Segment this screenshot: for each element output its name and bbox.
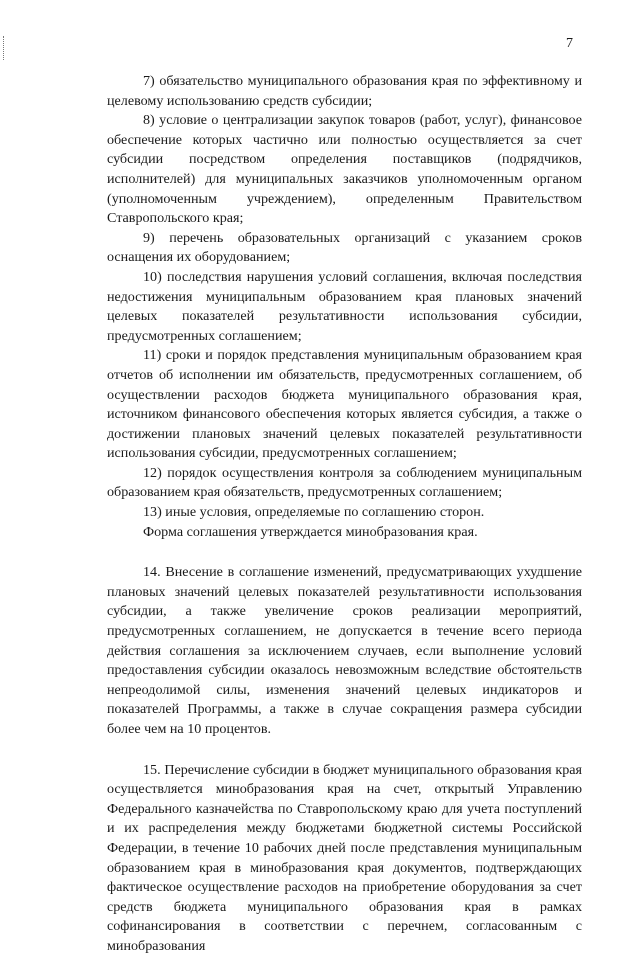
paragraph-item-7: 7) обязательство муниципального образования края по эффективному и целевому использованию средств субсидии;	[107, 73, 582, 109]
paragraph-agreement-form: Форма соглашения утверждается минобразования края.	[143, 523, 478, 540]
section-spacer	[107, 740, 582, 761]
paragraph-item-13: 13) иные условия, определяемые по соглашению сторон.	[143, 504, 485, 521]
paragraph-item-10: 10) последствия нарушения условий соглашения, включая последствия недостижения муниципальным образованием края плановых значений целевых показателей результативности использования субсидии, предусмотренных соглашением;	[107, 268, 582, 344]
paragraph-section-15: 15. Перечисление субсидии в бюджет муниципального образования края осуществляется минобразования края на счет, открытый Управлению Федерального казначейства по Ставропольскому краю для учета поступлений и их распределения между бюджетами бюджетной системы Российской Федерации, в течение 10 рабочих дней после представления муниципальным образованием края в минобразования края документов, подтверждающих фактическое осуществление расходов на приобретение оборудования за счет средств бюджета муниципального образования края в рамках софинансирования в соответствии с перечнем, согласованным с минобразования	[107, 761, 582, 954]
document-body	[107, 72, 582, 957]
section-spacer	[107, 542, 582, 563]
paragraph-item-8: 8) условие о централизации закупок товаров (работ, услуг), финансовое обеспечение которых частично или полностью осуществляется за счет субсидии посредством определения поставщиков (подрядчиков, исполнителей) для муниципальных заказчиков уполномоченным органом (уполномоченным учреждением), определенным Правительством Ставропольского края;	[107, 112, 582, 227]
paragraph-item-12: 12) порядок осуществления контроля за соблюдением муниципальным образованием края обязательств, предусмотренных соглашением;	[107, 464, 582, 501]
scan-edge-mark	[3, 36, 5, 60]
page-number: 7	[566, 36, 573, 51]
paragraph-item-11: 11) сроки и порядок представления муниципальным образованием края отчетов об исполнении им обязательств, предусмотренных соглашением, об осуществлении расходов бюджета муниципального образования края, источником финансового обеспечения которых является субсидия, а также о достижении плановых значений целевых показателей результативности использования субсидии, предусмотренных соглашением;	[107, 347, 582, 462]
paragraph-item-9: 9) перечень образовательных организаций с указанием сроков оснащения их оборудованием;	[107, 229, 582, 266]
paragraph-section-14: 14. Внесение в соглашение изменений, предусматривающих ухудшение плановых значений целевых показателей результативности использования субсидии, а также увеличение сроков реализации мероприятий, предусмотренных соглашением, не допускается в течение всего периода действия соглашения за исключением случаев, если выполнение условий предоставления субсидии оказалось невозможным вследствие обстоятельств непреодолимой силы, изменения значений целевых индикаторов и показателей Программы, а также в случае сокращения размера субсидии более чем на 10 процентов.	[107, 564, 582, 737]
